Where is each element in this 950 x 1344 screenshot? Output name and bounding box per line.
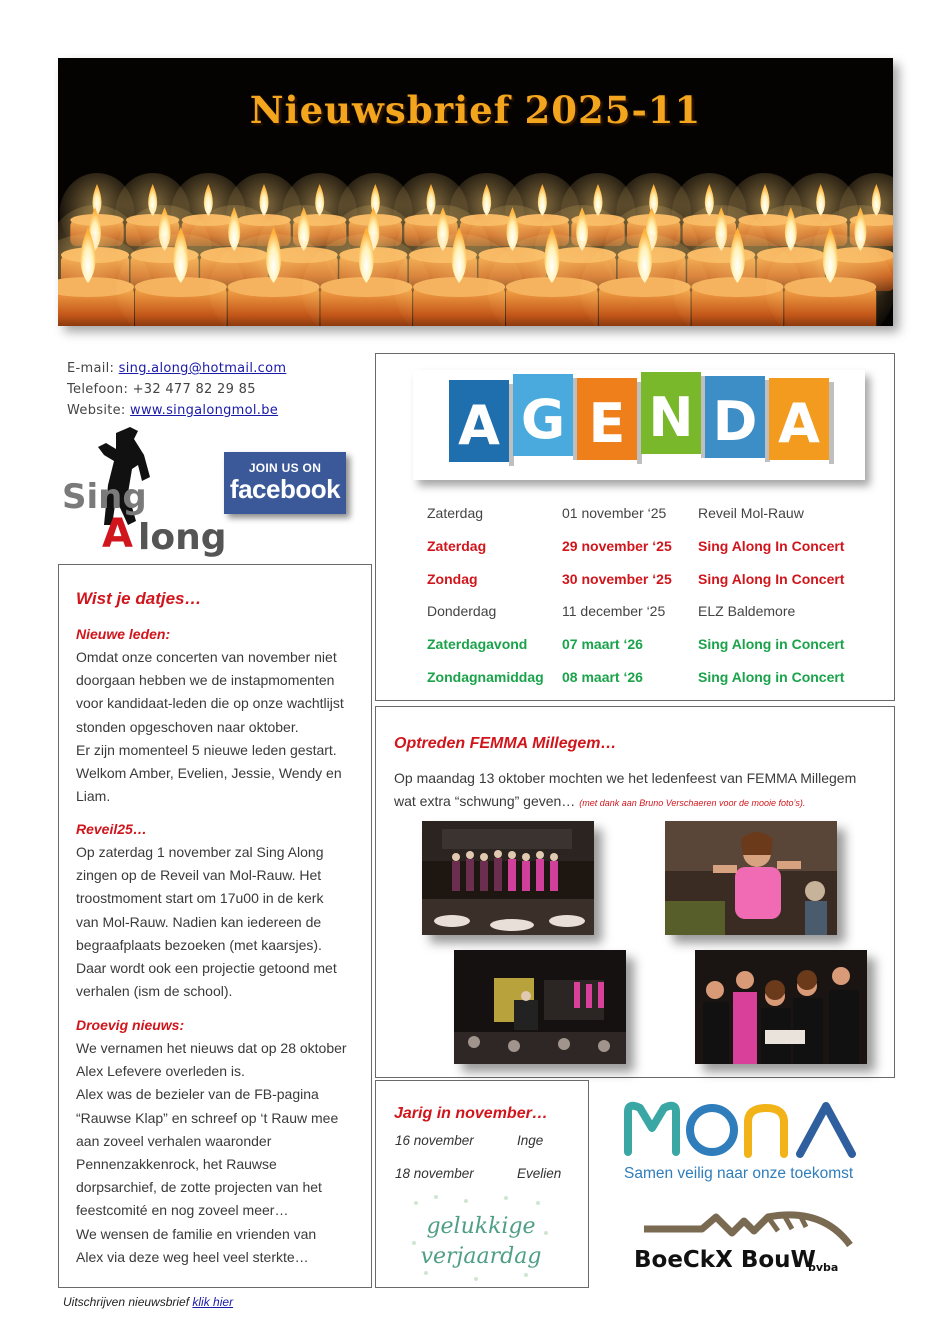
agenda-letter: A: [778, 392, 820, 455]
agenda-row: [427, 603, 887, 625]
section-nieuwe-leden: [76, 623, 368, 808]
jarig-box: [375, 1080, 589, 1288]
optreden-text: [394, 767, 889, 815]
agenda-date: 30 november ‘25: [562, 571, 672, 587]
agenda-day: Zaterdag: [427, 505, 484, 521]
text-line: wat extra “schwung” geven… (met dank aan Bruno Verschaeren voor de mooie foto’s).: [394, 793, 806, 810]
section-droevig-nieuws: [76, 1014, 368, 1269]
section-heading: Droevig nieuws:: [76, 1017, 185, 1033]
boeckx-suffix: bvba: [808, 1261, 839, 1274]
agenda-event: ELZ Baldemore: [698, 603, 796, 619]
section-body: [76, 1037, 368, 1269]
agenda-row: [427, 505, 887, 527]
text-line: voor kandidaat-leden die op onze wachtlijst: [76, 695, 344, 712]
boeckx-bouw-logo: [632, 1205, 854, 1277]
email-link[interactable]: sing.along@hotmail.com: [118, 361, 287, 376]
text-line: Liam.: [76, 788, 111, 805]
text-line: Omdat onze concerten van november niet: [76, 649, 337, 665]
unsubscribe-footer: Uitschrijven nieuwsbrief klik hier: [63, 1295, 234, 1309]
sing-along-logo: [58, 425, 243, 565]
agenda-letter: G: [520, 388, 566, 451]
optreden-title: Optreden FEMMA Millegem…: [394, 735, 617, 752]
text-line: We wensen de familie en vrienden van: [76, 1225, 317, 1242]
agenda-day: Zondag: [427, 571, 478, 587]
section-body: [76, 646, 368, 808]
text-line: verhalen (ism de school).: [76, 983, 233, 1000]
text-line: Op maandag 13 oktober mochten we het ledenfeest van FEMMA Millegem: [394, 770, 857, 786]
agenda-letter-block: [641, 372, 706, 458]
text-line: Welkom Amber, Evelien, Jessie, Wendy en: [76, 765, 342, 782]
text-line: Er zijn momenteel 5 nieuwe leden gestart.: [76, 741, 337, 758]
agenda-day: Zaterdag: [427, 538, 487, 554]
birthday-card: [406, 1193, 556, 1283]
agenda-row: [427, 571, 887, 593]
text-line: aan zoveel verhalen waaronder: [76, 1132, 272, 1149]
agenda-date: 01 november ‘25: [562, 505, 667, 521]
logo-text-long: long: [138, 517, 227, 558]
jarig-title: Jarig in november…: [394, 1105, 548, 1122]
text-line: stonden opgeschoven naar oktober.: [76, 718, 299, 735]
card-text-2: verjaardag: [420, 1244, 542, 1269]
agenda-letter-block: [449, 380, 514, 466]
website-link[interactable]: www.singalongmol.be: [130, 403, 279, 418]
section-heading: Nieuwe leden:: [76, 626, 171, 642]
facebook-join-label: JOIN US ON: [248, 461, 322, 475]
agenda-row: [427, 636, 887, 658]
agenda-letter-block: [577, 378, 642, 464]
logo-text-sing: Sing: [62, 477, 147, 517]
agenda-event: Sing Along in Concert: [698, 636, 845, 652]
birthday-name: Inge: [517, 1133, 544, 1148]
agenda-date: 29 november ‘25: [562, 538, 672, 554]
concert-photo-1: [422, 821, 594, 935]
agenda-date: 07 maart ‘26: [562, 636, 643, 652]
text-line: Op zaterdag 1 november zal Sing Along: [76, 844, 324, 860]
mona-logo: [622, 1098, 862, 1188]
text-line: We vernamen het nieuws dat op 28 oktober: [76, 1040, 347, 1056]
concert-photo-2: [665, 821, 837, 935]
agenda-date: 11 december ‘25: [562, 603, 666, 619]
text-line: Daar wordt ook een projectie getoond met: [76, 960, 337, 977]
photo-credit: (met dank aan Bruno Verschaeren voor de mooie foto’s).: [579, 798, 806, 809]
agenda-letter-block: [705, 376, 770, 462]
agenda-logo: [413, 370, 865, 480]
section-heading: Reveil25…: [76, 821, 147, 837]
agenda-letter: N: [648, 386, 694, 449]
facebook-wordmark: facebook: [229, 474, 341, 504]
facebook-join-button[interactable]: [224, 452, 346, 514]
logo-text-a: A: [102, 511, 133, 557]
text-line: feestcomité en nog zoveel meer…: [76, 1202, 289, 1219]
text-line: van Mol-Rauw. Nadien kan iedereen de: [76, 913, 322, 930]
wist-je-datjes-box: [58, 564, 372, 1288]
text-line: “Rauwse Klap” en schreef op ‘t Rauw mee: [76, 1109, 339, 1126]
text-line: zingen op de Reveil van Mol-Rauw. Het: [76, 867, 322, 884]
contact-phone: Telefoon: +32 477 82 29 85: [67, 382, 256, 397]
text-line: Alex was de bezieler van de FB-pagina: [76, 1086, 319, 1103]
agenda-day: Donderdag: [427, 603, 497, 619]
text-line: Alex Lefevere overleden is.: [76, 1063, 245, 1080]
birthday-date: 16 november: [395, 1133, 474, 1148]
section-body: [76, 841, 368, 1003]
agenda-event: Reveil Mol-Rauw: [698, 505, 804, 521]
concert-photo-4: [695, 950, 867, 1064]
agenda-letter: D: [712, 390, 758, 453]
agenda-event: Sing Along In Concert: [698, 538, 845, 554]
agenda-box: [375, 353, 895, 701]
agenda-letter: E: [588, 392, 626, 455]
birthday-date: 18 november: [395, 1166, 474, 1181]
text-line: troostmoment start om 17u00 in de kerk: [76, 890, 324, 907]
text-line: doorgaan hebben we de instapmomenten: [76, 672, 335, 689]
newsletter-title: Nieuwsbrief 2025-11: [249, 88, 702, 132]
agenda-date: 08 maart ‘26: [562, 669, 643, 685]
agenda-letter: A: [458, 394, 500, 457]
agenda-event: Sing Along in Concert: [698, 669, 845, 685]
boeckx-name: BoeCkX BouW: [634, 1247, 816, 1273]
concert-photo-3: [454, 950, 626, 1064]
card-text-1: gelukkige: [426, 1214, 536, 1239]
section-reveil25: [76, 818, 368, 1003]
agenda-row: [427, 538, 887, 560]
optreden-femma-box: [375, 706, 895, 1078]
agenda-event: Sing Along In Concert: [698, 571, 845, 587]
contact-website: Website: www.singalongmol.be: [67, 403, 279, 418]
unsubscribe-link[interactable]: klik hier: [192, 1295, 234, 1309]
text-line: Alex via deze weg heel veel sterkte…: [76, 1248, 309, 1265]
text-line: Pennenzakkenrock, het Rauwse: [76, 1156, 277, 1173]
agenda-day: Zondagnamiddag: [427, 669, 544, 685]
agenda-letter-block: [769, 378, 834, 464]
header-banner: [58, 58, 893, 326]
agenda-row: [427, 669, 887, 691]
agenda-letter-block: [513, 374, 578, 460]
text-line: begraafplaats bezoeken (met kaarsjes).: [76, 936, 322, 953]
wist-title: Wist je datjes…: [76, 589, 202, 608]
agenda-day: Zaterdagavond: [427, 636, 528, 652]
text-line: dorpsarchief, de zotte projecten van het: [76, 1179, 322, 1196]
mona-tagline: Samen veilig naar onze toekomst: [624, 1165, 854, 1182]
contact-email: E-mail: sing.along@hotmail.com: [67, 361, 287, 376]
birthday-name: Evelien: [517, 1166, 562, 1181]
